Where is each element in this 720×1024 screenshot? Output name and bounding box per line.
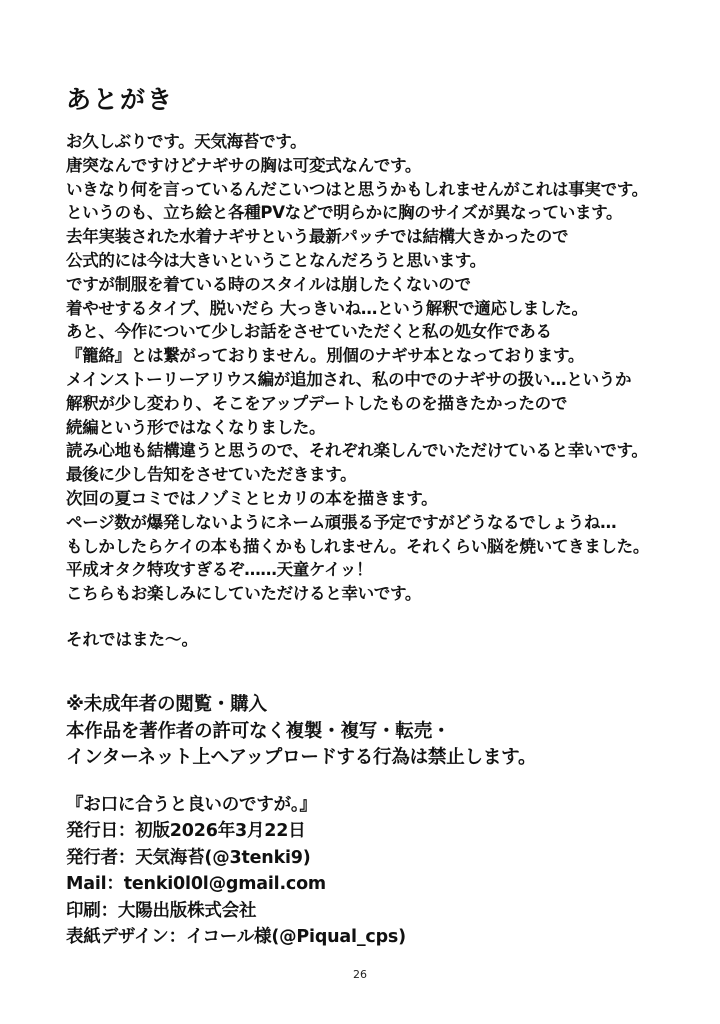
body-line: 解釈が少し変わり、そこをアップデートしたものを描きたかったので [66, 393, 568, 413]
closing-line: それではまた～。 [66, 630, 198, 649]
body-line: 読み心地も結構違うと思うので、それぞれ楽しんでいただけていると幸いです。 [66, 441, 648, 461]
notice-line: 本作品を著作者の許可なく複製・複写・転売・ [66, 720, 451, 742]
page-title: あとがき [66, 85, 175, 114]
body-line: 次回の夏コミではノゾミとヒカリの本を描きます。 [66, 488, 438, 508]
body-line: もしかしたらケイの本も描くかもしれません。それくらい脳を焼いてきました。 [66, 536, 650, 556]
body-line: あと、今作について少しお話をさせていただくと私の処女作である [66, 322, 552, 342]
body-line: というのも、立ち絵と各種PVなどで明らかに胸のサイズが異なっています。 [66, 203, 623, 223]
colophon-printer: 印刷：大陽出版株式会社 [66, 900, 257, 921]
body-line: 去年実装された水着ナギサという最新パッチでは結構大きかったので [66, 227, 569, 247]
colophon-book-title: 『お口に合うと良いのですが。』 [66, 795, 317, 815]
body-line: 続編という形ではなくなりました。 [66, 417, 326, 437]
body-line: いきなり何を言っているんだこいつはと思うかもしれませんがこれは事実です。 [66, 179, 648, 199]
body-line: 唐突なんですけどナギサの胸は可変式なんです。 [66, 155, 422, 175]
notice-line: インターネット上へアップロードする行為は禁止します。 [66, 747, 537, 768]
body-line: お久しぶりです。天気海苔です。 [66, 132, 307, 151]
body-line: ですが制服を着ている時のスタイルは崩したくないので [66, 274, 471, 294]
body-line: こちらもお楽しみにしていただけると幸いです。 [66, 584, 422, 604]
body-line: 着やせするタイプ、脱いだら 大っきいね…という解釈で適応しました。 [66, 298, 588, 318]
colophon-cover-design: 表紙デザイン：イコール様(@Piqual_cps) [66, 926, 406, 947]
body-line: メインストーリーアリウス編が追加され、私の中でのナギサの扱い…というか [66, 369, 632, 389]
body-line: 『籠絡』とは繋がっておりません。別個のナギサ本となっております。 [66, 346, 585, 366]
body-line: 平成オタク特攻すぎるぞ……天童ケイッ！ [66, 560, 373, 580]
notice-line: ※未成年者の閲覧・購入 [66, 694, 267, 715]
age-restriction-notice [66, 692, 536, 772]
afterword-body [66, 130, 706, 606]
colophon-publisher: 発行者：天気海苔(@3tenki9) [66, 847, 311, 868]
colophon-mail: Mail：tenki0l0l@gmail.com [66, 874, 326, 895]
colophon [66, 792, 406, 950]
body-line: 最後に少し告知をさせていただきます。 [66, 465, 357, 485]
body-line: ページ数が爆発しないようにネーム頑張る予定ですがどうなるでしょうね… [66, 512, 617, 532]
colophon-publish-date: 発行日：初版2026年3月22日 [66, 821, 306, 842]
body-line: 公式的には今は大きいということなんだろうと思います。 [66, 250, 486, 270]
page-number: 26 [353, 968, 367, 981]
